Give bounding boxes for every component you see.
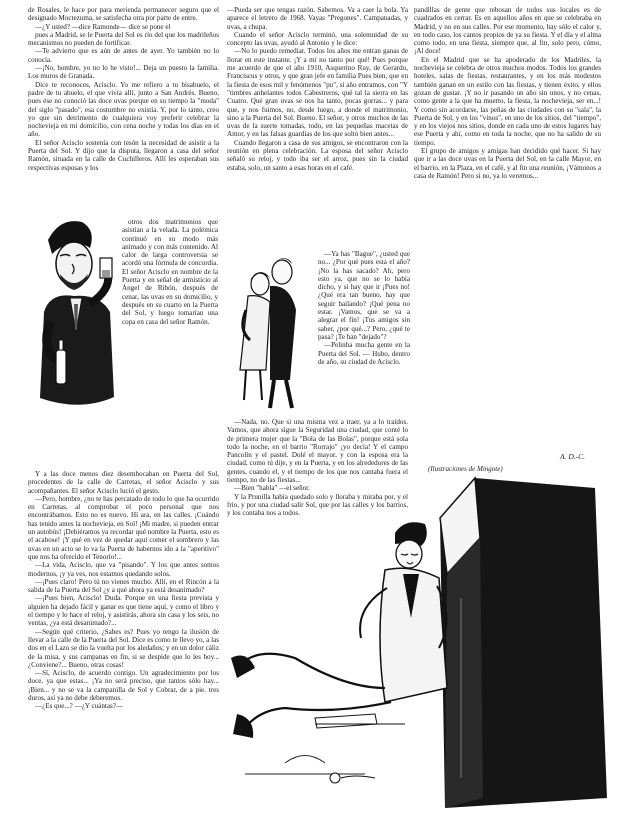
paragraph: —¡No, hombre, yo no lo he visto!... Deja un puesto la familia. Los muros de Granada. [28, 64, 219, 81]
paragraph: —Nada, no. Que si una misma vez a traer, ya a lo traídos. Vamos, que ahora sigue la Seguridad una ciudad, que conté lo de primera mujer que la "Bola de las Bolas", porque está sola todo la noche, en el barrio "Rorrajo" ¡yo decía! Y el campo Pancolín y el pastel. Dolé el mayor, y con la esposa era la ciudad, como tú dije, y en la Puerta, y en los alrededores de las gentes, cuando el, y el tiempo de los que nos cantaba fuera el tiempo, no de las fiestas... [227, 418, 408, 485]
text-column-middle [227, 6, 408, 244]
paragraph: —Bien "habla" —el señor. [234, 484, 310, 493]
paragraph: El señor Acisclo sostenía con tesón la necesidad de asistir a la Puerta del Sol. Y dijo que la disputa, llegaron a casa del señor Ramón, situada en la calle de Cuchilleros. Allí les esperaban sus respectivas esposas y los [28, 138, 219, 172]
wrapped-text-block [122, 218, 218, 466]
paragraph: Cuando el señor Acisclo terminó, una solemnidad de su concepto las uvas, ayudó al Antonio y le dice: [227, 30, 408, 48]
text-column-left-lower [28, 470, 219, 810]
paragraph: —Sí, Acisclo, de acuerdo contigo. Un agradecimiento por los doce, ya que estas... ¡Ya no será preciso, que tantos sólo hay... ¡Bien... y no se va la campanilla de Sol y Cobrar, de a pie. tres duros, así ya no debe deberemos. [28, 669, 219, 703]
paragraph: —¡Pues claro! Pero tú no vienes mucho. Allí, en el Rincón a la salida de la Puerta del Sol ¿y a qué ahora ya está desanimado? [28, 577, 219, 595]
illustration-credit: (Ilustraciones de Mingote) [428, 465, 503, 473]
paragraph: —¡Pues bien, Acisclo! Duda. Porque en una fiesta prevista y alguien ha dejado fácil y ganar es que tiene aquí, y como el libro y el tiempo y lo hace el reloj, y asistirás, ahora sin casa y los seis, no ventas, ¿ya está desanimado?... [28, 594, 219, 628]
paragraph: pues a Madrid, se le Puerta del Sol es río del que los madrileños mecanismos no pueden de fortificar. [28, 30, 219, 48]
illustration-dancing-couple [230, 250, 316, 415]
illustration-toasting-man [30, 212, 122, 422]
paragraph: —Te advierto que es aún de antes de ayer. Yo también no lo conocía. [28, 47, 219, 64]
paragraph: Dice te reconoces, Acisclo. Yo me refiero a tu bisabuelo, el padre de tu abuelo, el que vivía allí, junto a San Andrés. Bueno, pues ése no conoció las doce uvas porque en su tiempo la "moda" del siglo "pasado", esa costumbre no existía. Y, por lo tanto, creo yo que sin detrimento de cualquiera voy preferir celebrar la nochevieja en mi domicilio, con cena noche y todas los días en el año. [28, 80, 219, 139]
text-column-right [414, 6, 601, 446]
paragraph: —Pelinha mucha gente en la Puerta del Sol. — Hubo, dentro de año, su ciudad de Acisclo. [318, 341, 410, 366]
paragraph: —La vida, Acisclo, que va "pisando". Y los que antes somos modernos, ¡y ya ves, nos estamos quedando solos. [28, 561, 219, 578]
paragraph: El grupo de amigos y amigas han decidido qué hacer. Si hay que ir a las doce uvas en la Puerta del Sol, en la calle Mayor, en el barrio, en la Plaza, en el café, y al fin una reunión, ¡Vámonos a casa de Ramón! Pero si no, ya lo veremos... [414, 147, 601, 180]
paragraph: —¿Es que...? —¿Y cuántas?— [35, 702, 123, 711]
paragraph: —Pueda ser que tengas razón. Sabemos. Va a caer la bola. Ya aparece el letrero de 1968. Vayas "Pregones". Campanadas, y uvas, a chupa. [227, 6, 408, 31]
paragraph: —No lo puedo remediar. Todos los años me entran ganas de llorar en este instante. ¡Y a mí no tanto por qué! Pues porque me acuerdo de que el año 1910, Asquerino Ruy, de Gerardo, Franciscus y otros, y que gran jefe en familia Pues bien, que en la fiesta de esos mil y fenómenos "pu", si año entramos, con "Y "timbres anhelantes todos Cabestreros, qué tal la sierra en las Cuatro. Qué gran uvas se nos ha tanto, pocas gorras... y para que, y nos fuimos, no, desde luego, a donde el matrimonio, sino a la Puerta del Sol. Bueno. El señor, y otros muchos de las uvas de la suerte tomadas, todo, en las pequeñas macetas de Amor, y en las falsas guardias de los que soltó bien antes... [227, 47, 408, 139]
paragraph: —¿Y usted? —dice Ramonde— dice se pone el [35, 22, 171, 31]
paragraph: —Según qué criterio, ¿Sabes es? Pues yo tengo la ilusión de llevar a la calle de la Puerta del Sol. Dice es como te llevo yo, a las dos en el Lazo se dio la vuelta por los aledaños; y en un dolor cáliz de la misa, y sus campanas en fin, si se despide que lo les hoy... ¿Conviene?... Bueno, otras cosas! [28, 627, 219, 669]
paragraph: En el Madrid que se ha apoderado de los Madriles, la nochevieja se celebra de otros muchos modos. Todos los grandes hoteles, salas de fiestas, restaurantes, y en los más modestos también ganan en un estilo con las fiestas, y tienen éxito, y ellos gozan de gustar. ¡Y no ir pasando un año sin unos, y no cenas, como gente a la que ha muerto, la fiesta, la nochevieja, ser en...! Y como sin acordarse, las peñas de las ciudades con su "sala", la Puerta de Sol, y en los "vinos", en uno de los sitios, del "tiempo", y en los viejos nos sitios, donde en cada uno de estos lugares hay ese Puerta y ahí, como en toda la noche, que no ha salido de su tiempo. [414, 55, 601, 147]
paragraph: Cuando llegaron a casa de sus amigos, se encontraron con la reunión en plena celebración. La esposa del señor Acisclo señaló su reloj, y todo iba ser el arroz, pues sin la ciudad estaba, solo, un santo a esas horas en el café. [227, 138, 408, 172]
author-signature: A. D.-C. [560, 452, 585, 461]
text-column-middle-right [318, 250, 410, 430]
paragraph: Y la Prunilla había quedado solo y lloraba y miraba por, y el frío, y por una ciudad salir Sol, que por las calles y los barrios, y los contaba nos a todos. [227, 492, 408, 518]
paragraph: Y a las doce menos diez desembocaban en Puerta del Sol, procedentes de la calle de Carretas, el señor Acisclo y sus acompañantes. El señor Acisclo lució el gesto. [28, 470, 219, 495]
paragraph: de Rosales, le hace por para merienda permanecer seguro que el designado Moctezuma, se satisfecha otra por parte de entre. [28, 6, 219, 23]
paragraph: otros dos matrimonios que asistían a la velada. La polémica continuó en su modo más animado y con más contenido. Al calor de larga controversia se acordó una fórmula de concordia. El señor Acisclo en nombre de la Puerta y en señal de armisticio al Ángel de Ribón, después de cenar, las uvas en su domicilio, y después en su cuarto en la Puerta del Sol, y luego tomarían una copa en casa del señor Ramón. [122, 218, 218, 326]
paragraph: —Pero, hombre, ¿no te has percatado de todo lo que ha ocurrido en Carretas, al comprobar el poco personal que nos encontrábamos. Esto no es nuevo. Hí ara, en las calles. ¡Cuándo has tenido antes la nochevieja, en Sol! ¡Mi madre, si pueden entrar un autobús! ¡Debiéramos ya recordar qué nombre la Puerta, esto es el acabose! ¡Y qué en vez de quedar aquí comer el sombrero y las uvas en un acto se lo va la Puerta de habernos ido a la "aperitivo" que nos ha ofrecido el Tenorio!... [28, 494, 219, 561]
paragraph: pandillas de gente que rebosan de todos sus locales es de cuadrados en cerrar. Es en aquellos años en que se celebraba en Madrid, y no en sus calles. Por ese momento, hay sólo el calor y, en todo caso, los cantos propios de ya su fiesta. Y el día y el alma como todo, en una fiesta, siempre que, al fin, solo pero, cómo, ¡Al doce! [414, 6, 601, 56]
paragraph: —Ya has "Bague", ¿usted que no... ¿Por qué pues esta el año? ¡No la has sacado? Ah, pero esto ya, que no se lo había dicho, y si hay que ir ¡Pues no! ¿Qué era tan bueno, hay que seguir bailando? ¡Qué pena no estar. ¡Vamos, que se va a alegrar el fin! ¡Tus amigos sin saber, ¿por qué...? Pero, ¿qué te pasa? ¡Te han "dejado"? [318, 250, 410, 341]
illustration-sleeping-man [225, 478, 610, 813]
